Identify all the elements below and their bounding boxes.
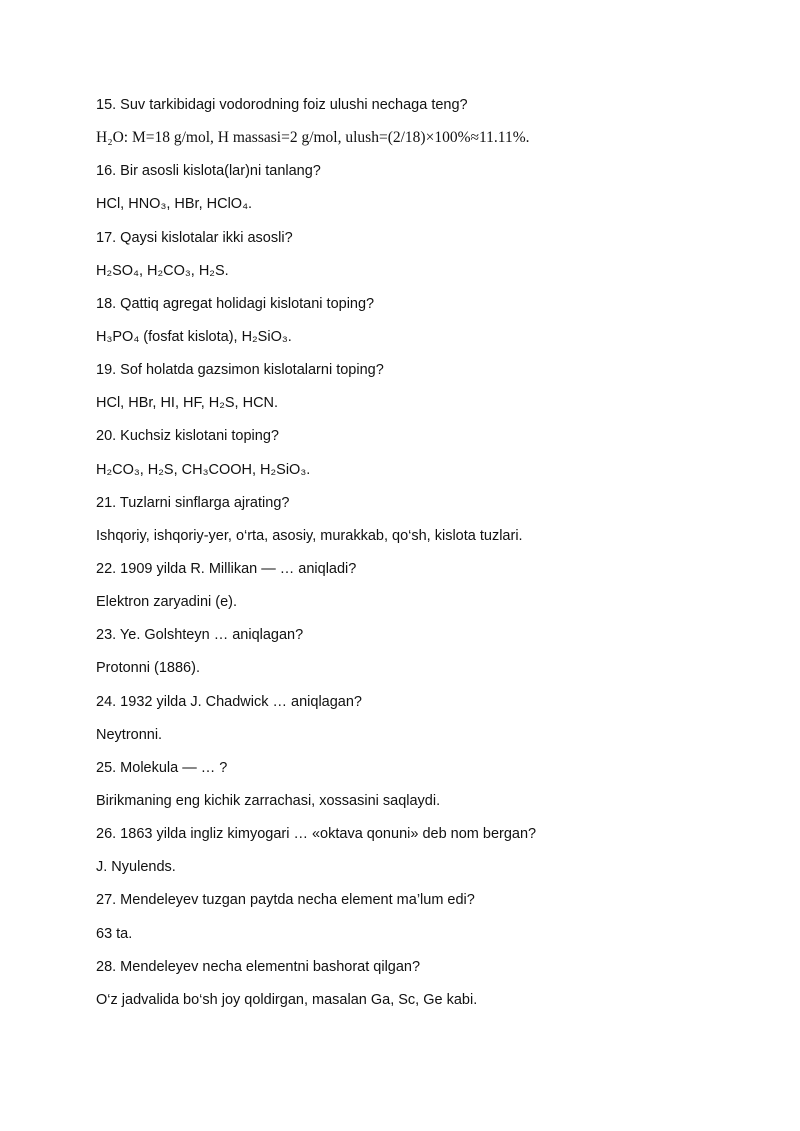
- answer-15: H₂O: M=18 g/mol, H massasi=2 g/mol, ulush=(2/18)×100%≈11.11%.: [96, 129, 530, 147]
- answer-16: HCl, HNO₃, HBr, HClO₄.: [96, 196, 253, 213]
- qa-list: [96, 94, 740, 1022]
- question-23: 23. Ye. Golshteyn … aniqlagan?: [96, 627, 304, 644]
- answer-25: Birikmaning eng kichik zarrachasi, xossasini saqlaydi.: [96, 792, 441, 809]
- question-15: 15. Suv tarkibidagi vodorodning foiz ulushi nechaga teng?: [96, 97, 468, 113]
- answer-27: 63 ta.: [96, 925, 133, 942]
- question-26: 26. 1863 yilda ingliz kimyogari … «oktava qonuni» deb nom bergan?: [96, 826, 537, 843]
- question-18: 18. Qattiq agregat holidagi kislotani toping?: [96, 295, 375, 312]
- question-21: 21. Tuzlarni sinflarga ajrating?: [96, 494, 290, 511]
- question-22: 22. 1909 yilda R. Millikan — … aniqladi?: [96, 560, 357, 577]
- question-20: 20. Kuchsiz kislotani toping?: [96, 428, 279, 445]
- question-28: 28. Mendeleyev necha elementni bashorat qilgan?: [96, 958, 421, 975]
- answer-17: H₂SO₄, H₂CO₃, H₂S.: [96, 262, 229, 279]
- question-24: 24. 1932 yilda J. Chadwick … aniqlagan?: [96, 693, 362, 710]
- answer-23: Protonni (1886).: [96, 660, 200, 677]
- question-19: 19. Sof holatda gazsimon kislotalarni toping?: [96, 362, 384, 379]
- question-17: 17. Qaysi kislotalar ikki asosli?: [96, 229, 293, 246]
- answer-19: HCl, HBr, HI, HF, H₂S, HCN.: [96, 395, 279, 412]
- question-16: 16. Bir asosli kislota(lar)ni tanlang?: [96, 163, 321, 180]
- answer-20: H₂CO₃, H₂S, CH₃COOH, H₂SiO₃.: [96, 461, 311, 478]
- answer-22: Elektron zaryadini (e).: [96, 594, 238, 611]
- answer-28: O‘z jadvalida bo‘sh joy qoldirgan, masalan Ga, Sc, Ge kabi.: [96, 991, 478, 1008]
- answer-18: H₃PO₄ (fosfat kislota), H₂SiO₃.: [96, 328, 292, 345]
- answer-24: Neytronni.: [96, 726, 163, 743]
- answer-21: Ishqoriy, ishqoriy-yer, o‘rta, asosiy, murakkab, qo‘sh, kislota tuzlari.: [96, 527, 523, 544]
- question-25: 25. Molekula — … ?: [96, 759, 228, 776]
- question-27: 27. Mendeleyev tuzgan paytda necha element ma’lum edi?: [96, 892, 475, 909]
- answer-26: J. Nyulends.: [96, 859, 176, 876]
